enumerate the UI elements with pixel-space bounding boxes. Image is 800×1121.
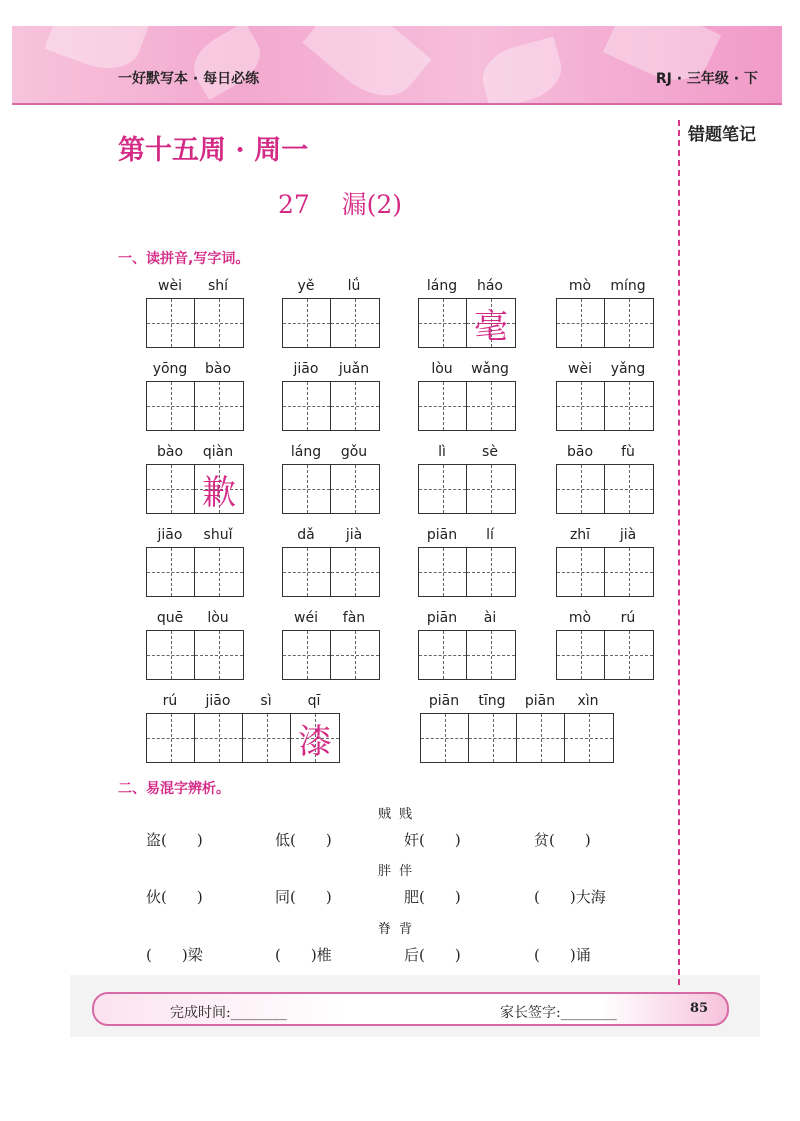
- writing-box[interactable]: [243, 714, 291, 762]
- handwritten-char: [195, 631, 243, 679]
- page-number: 85: [690, 1001, 709, 1016]
- handwritten-char: [419, 548, 466, 596]
- writing-box[interactable]: [195, 299, 243, 347]
- pinyin-syllable: piān: [426, 610, 458, 626]
- pinyin-syllable: quē: [156, 610, 184, 626]
- writing-box[interactable]: [605, 631, 653, 679]
- pinyin-syllable: shí: [207, 278, 229, 294]
- pinyin-syllable: gǒu: [340, 444, 368, 460]
- writing-box[interactable]: [467, 465, 515, 513]
- writing-box[interactable]: [195, 714, 243, 762]
- section1-title: 一、读拼音,写字词。: [118, 251, 250, 267]
- writing-box[interactable]: [605, 382, 653, 430]
- fill-blank-item[interactable]: 贫( ): [534, 831, 591, 849]
- writing-box[interactable]: [147, 382, 195, 430]
- word-box-group: [146, 361, 244, 431]
- pinyin-syllable: sì: [260, 693, 272, 709]
- writing-box[interactable]: [467, 631, 515, 679]
- writing-box[interactable]: [291, 714, 339, 762]
- pinyin-syllable: piān: [524, 693, 556, 709]
- handwritten-char: [331, 382, 379, 430]
- handwritten-char: [283, 465, 330, 513]
- word-box-group: [556, 610, 654, 680]
- header-divider: [12, 103, 782, 105]
- lesson-title: [0, 185, 680, 221]
- handwritten-char: [283, 382, 330, 430]
- pinyin-syllable: mò: [568, 278, 592, 294]
- fill-blank-item[interactable]: ( )椎: [275, 946, 332, 964]
- writing-box[interactable]: [283, 299, 331, 347]
- writing-box[interactable]: [195, 382, 243, 430]
- writing-box[interactable]: [331, 631, 379, 679]
- fill-blank-item[interactable]: 肥( ): [404, 888, 461, 906]
- handwritten-char: [605, 548, 653, 596]
- handwritten-char: [419, 465, 466, 513]
- lesson-number: 27: [277, 190, 310, 219]
- handwritten-char: [467, 548, 515, 596]
- word-box-group: [418, 444, 516, 514]
- handwritten-char: 歉: [202, 472, 236, 513]
- pinyin-syllable: qiàn: [202, 444, 234, 460]
- word-box-group: [282, 610, 380, 680]
- handwritten-char: [331, 299, 379, 347]
- handwritten-char: [243, 714, 290, 762]
- word-box-group: [282, 361, 380, 431]
- writing-box[interactable]: [557, 382, 605, 430]
- handwritten-char: [147, 465, 194, 513]
- word-box-group: [418, 610, 516, 680]
- writing-box[interactable]: [419, 631, 467, 679]
- char-pair: 脊 背: [378, 922, 415, 937]
- writing-box[interactable]: [419, 382, 467, 430]
- pinyin-syllable: juǎn: [338, 361, 370, 377]
- pinyin-syllable: yě: [297, 278, 315, 294]
- pinyin-syllable: lì: [438, 444, 446, 460]
- pinyin-syllable: dǎ: [297, 527, 315, 543]
- handwritten-char: [147, 382, 194, 430]
- pinyin-syllable: lí: [486, 527, 494, 543]
- handwritten-char: [557, 631, 604, 679]
- handwritten-char: [557, 548, 604, 596]
- pinyin-syllable: xìn: [577, 693, 599, 709]
- writing-box[interactable]: [557, 631, 605, 679]
- pinyin-syllable: tīng: [478, 693, 506, 709]
- fill-blank-item[interactable]: 伙( ): [146, 888, 203, 906]
- handwritten-char: [517, 714, 564, 762]
- fill-blank-item[interactable]: ( )诵: [534, 946, 591, 964]
- writing-box[interactable]: [331, 465, 379, 513]
- pinyin-syllable: yōng: [152, 361, 188, 377]
- pinyin-syllable: háo: [476, 278, 504, 294]
- writing-box[interactable]: [147, 465, 195, 513]
- handwritten-char: [283, 631, 330, 679]
- word-box-group: [146, 527, 244, 597]
- word-box-group: [282, 527, 380, 597]
- pinyin-syllable: zhī: [569, 527, 591, 543]
- pinyin-syllable: jiāo: [157, 527, 183, 543]
- header-banner: [12, 26, 782, 104]
- writing-box[interactable]: [283, 382, 331, 430]
- handwritten-char: [147, 714, 194, 762]
- writing-box[interactable]: [565, 714, 613, 762]
- book-title: 一好默写本 · 每日必练: [118, 71, 260, 87]
- writing-box[interactable]: [283, 631, 331, 679]
- grade-label: RJ · 三年级 · 下: [655, 71, 758, 87]
- word-box-group: [146, 278, 244, 348]
- handwritten-char: 毫: [474, 306, 508, 347]
- pinyin-syllable: lǘ: [347, 278, 361, 294]
- fill-blank-item[interactable]: 低( ): [275, 831, 332, 849]
- writing-box[interactable]: [421, 714, 469, 762]
- writing-box[interactable]: [283, 548, 331, 596]
- pinyin-syllable: shuǐ: [203, 527, 233, 543]
- pinyin-syllable: piān: [428, 693, 460, 709]
- char-pair: 胖 伴: [378, 864, 415, 879]
- handwritten-char: [195, 382, 243, 430]
- handwritten-char: [605, 631, 653, 679]
- fill-blank-item[interactable]: ( )大海: [534, 888, 606, 906]
- word-box-group: [418, 278, 516, 348]
- writing-box[interactable]: [467, 548, 515, 596]
- handwritten-char: [565, 714, 613, 762]
- handwritten-char: [195, 548, 243, 596]
- word-box-group: [556, 278, 654, 348]
- writing-box[interactable]: [147, 299, 195, 347]
- writing-box[interactable]: [605, 465, 653, 513]
- writing-box[interactable]: [419, 299, 467, 347]
- word-box-group: [556, 527, 654, 597]
- pinyin-syllable: rú: [162, 693, 178, 709]
- pinyin-syllable: bào: [204, 361, 232, 377]
- handwritten-char: [605, 465, 653, 513]
- pinyin-syllable: lòu: [207, 610, 229, 626]
- fill-blank-item[interactable]: ( )梁: [146, 946, 203, 964]
- pinyin-syllable: jiāo: [293, 361, 319, 377]
- handwritten-char: [467, 382, 515, 430]
- writing-box[interactable]: [557, 465, 605, 513]
- pinyin-syllable: rú: [620, 610, 636, 626]
- word-box-group: [418, 361, 516, 431]
- handwritten-char: [147, 299, 194, 347]
- word-box-group: [282, 278, 380, 348]
- pinyin-syllable: wèi: [568, 361, 592, 377]
- word-box-group: [556, 444, 654, 514]
- completion-time: 完成时间:________: [170, 1005, 287, 1021]
- handwritten-char: [557, 382, 604, 430]
- word-box-group: [146, 444, 244, 514]
- handwritten-char: 漆: [298, 721, 332, 762]
- pinyin-syllable: bào: [156, 444, 184, 460]
- writing-box[interactable]: [147, 714, 195, 762]
- handwritten-char: [331, 465, 379, 513]
- writing-box[interactable]: [467, 382, 515, 430]
- word-box-group: [556, 361, 654, 431]
- fill-blank-item[interactable]: 同( ): [275, 888, 332, 906]
- week-title: 第十五周 · 周一: [118, 135, 309, 166]
- pinyin-syllable: ài: [483, 610, 497, 626]
- parent-signature: 家长签字:________: [500, 1005, 617, 1021]
- fill-blank-item[interactable]: 盗( ): [146, 831, 203, 849]
- lesson-name: 漏(2): [341, 190, 403, 219]
- pinyin-syllable: láng: [426, 278, 458, 294]
- pinyin-syllable: míng: [610, 278, 646, 294]
- word-box-group: [146, 693, 340, 763]
- pinyin-syllable: jiāo: [205, 693, 231, 709]
- writing-box[interactable]: [331, 299, 379, 347]
- writing-box[interactable]: [195, 631, 243, 679]
- pinyin-syllable: piān: [426, 527, 458, 543]
- writing-box[interactable]: [195, 548, 243, 596]
- pinyin-syllable: fù: [621, 444, 635, 460]
- writing-box[interactable]: [147, 548, 195, 596]
- handwritten-char: [605, 382, 653, 430]
- notes-label: 错题笔记: [688, 125, 756, 145]
- pinyin-syllable: wéi: [294, 610, 318, 626]
- writing-box[interactable]: [331, 548, 379, 596]
- word-box-group: [146, 610, 244, 680]
- handwritten-char: [147, 631, 194, 679]
- writing-box[interactable]: [557, 548, 605, 596]
- pinyin-syllable: bāo: [566, 444, 594, 460]
- writing-box[interactable]: [419, 465, 467, 513]
- handwritten-char: [469, 714, 516, 762]
- pinyin-syllable: jià: [345, 527, 363, 543]
- handwritten-char: [283, 299, 330, 347]
- writing-box[interactable]: [331, 382, 379, 430]
- pinyin-syllable: mò: [568, 610, 592, 626]
- handwritten-char: [605, 299, 653, 347]
- writing-box[interactable]: [283, 465, 331, 513]
- handwritten-char: [467, 465, 515, 513]
- writing-box[interactable]: [605, 299, 653, 347]
- writing-box[interactable]: [469, 714, 517, 762]
- pinyin-syllable: wèi: [158, 278, 182, 294]
- pinyin-syllable: wǎng: [471, 361, 509, 377]
- handwritten-char: [195, 299, 243, 347]
- pinyin-syllable: qī: [307, 693, 321, 709]
- handwritten-char: [147, 548, 194, 596]
- handwritten-char: [557, 299, 604, 347]
- handwritten-char: [467, 631, 515, 679]
- fill-blank-item[interactable]: 后( ): [404, 946, 461, 964]
- writing-box[interactable]: [517, 714, 565, 762]
- word-box-group: [282, 444, 380, 514]
- pinyin-syllable: jià: [619, 527, 637, 543]
- writing-box[interactable]: [467, 299, 515, 347]
- handwritten-char: [419, 299, 466, 347]
- writing-box[interactable]: [605, 548, 653, 596]
- word-box-group: [418, 527, 516, 597]
- word-box-group: [420, 693, 614, 763]
- handwritten-char: [331, 548, 379, 596]
- pinyin-syllable: láng: [290, 444, 322, 460]
- pinyin-syllable: yǎng: [610, 361, 646, 377]
- section2-title: 二、易混字辨析。: [118, 781, 230, 797]
- handwritten-char: [331, 631, 379, 679]
- handwritten-char: [421, 714, 468, 762]
- handwritten-char: [283, 548, 330, 596]
- writing-box[interactable]: [147, 631, 195, 679]
- pinyin-syllable: lòu: [431, 361, 453, 377]
- pinyin-syllable: fàn: [342, 610, 366, 626]
- pinyin-syllable: sè: [482, 444, 498, 460]
- handwritten-char: [419, 631, 466, 679]
- fill-blank-item[interactable]: 奸( ): [404, 831, 461, 849]
- writing-box[interactable]: [195, 465, 243, 513]
- char-pair: 贼 贱: [378, 807, 415, 822]
- writing-box[interactable]: [419, 548, 467, 596]
- notes-divider: [678, 120, 680, 985]
- handwritten-char: [195, 714, 242, 762]
- handwritten-char: [557, 465, 604, 513]
- writing-box[interactable]: [557, 299, 605, 347]
- handwritten-char: [419, 382, 466, 430]
